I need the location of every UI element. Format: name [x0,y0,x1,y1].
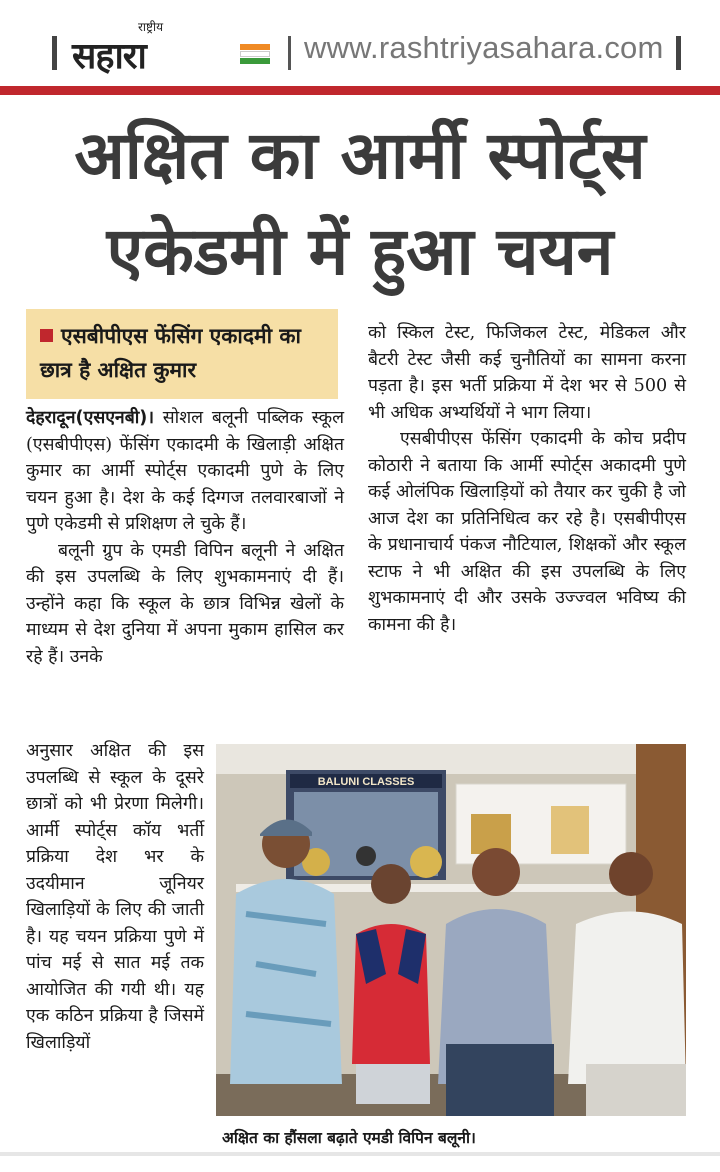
story-paragraph: को स्किल टेस्ट, फिजिकल टेस्ट, मेडिकल और बैटरी टेस्ट जैसी कई चुनौतियों का सामना करना पड़ता है। इस भर्ती प्रक्रिया में देश भर से 500 से भी अधिक अभ्यर्थियों ने भाग लिया। [368,323,686,423]
logo-subtitle: राष्ट्रीय [138,20,164,34]
masthead-divider-left [52,36,57,70]
photo-illustration [216,744,686,1116]
logo-wordmark: सहारा [72,36,146,77]
masthead-red-rule [0,86,720,95]
baluni-classes-sign: BALUNI CLASSES [317,776,415,788]
story-column-right [368,320,686,638]
red-square-bullet-icon [40,329,53,342]
story-paragraph [26,405,344,538]
headline-line-2: एकेडमी में हुआ चयन [106,213,614,290]
strapline-box [26,309,338,399]
masthead-divider-right [676,36,681,70]
story-column-left [26,405,344,670]
story-paragraph: एसबीपीएस फेंसिंग एकादमी के कोच प्रदीप कोठारी ने बताया कि आर्मी स्पोर्ट्स अकादमी पुणे कई ओलंपिक खिलाड़ियों को तैयार कर चुकी है जो आज देश का प्रतिनिधित्व कर रहे है। एसबीपीएस के प्रधानाचार्य पंकज नौटियाल, शिक्षकों और स्कूल स्टाफ ने भी अक्षित की इस उपलब्धि के लिए शुभकामनाएं दी और उसके उज्ज्वल भविष्य की कामना की है। [368,429,686,635]
story-column-narrow [26,738,204,1056]
newspaper-logo[interactable] [72,18,272,78]
strapline-text: एसबीपीएस फेंसिंग एकादमी का छात्र है अक्षित कुमार [40,324,301,382]
photo-caption: अक्षित का हौंसला बढ़ाते एमडी विपिन बलूनी। [222,1129,476,1147]
tricolor-flag-icon [240,44,270,64]
bottom-divider [0,1152,720,1156]
headline [10,108,710,300]
website-url[interactable]: www.rashtriyasahara.com [304,30,664,65]
story-paragraph: बलूनी ग्रुप के एमडी विपिन बलूनी ने अक्षित की इस उपलब्धि के लिए शुभकामनाएं दी हैं। उन्होंने कहा कि स्कूल के छात्र विभिन्न खेलों के माध्यम से देश दुनिया में अपना मुकाम हासिल कर रहे हैं। उनके [26,540,344,667]
dateline: देहरादून(एसएनबी)। [26,408,155,428]
story-text: सोशल बलूनी पब्लिक स्कूल (एसबीपीएस) फेंसिंग एकादमी के खिलाड़ी अक्षित कुमार का आर्मी स्पोर्ट्स एकादमी पुणे के लिए चयन हुआ है। देश के कई दिग्गज तलवारबाजों ने पुणे एकेडमी से प्रशिक्षण ले चुके हैं। [26,408,345,534]
news-photo[interactable] [216,744,686,1116]
story-paragraph: अनुसार अक्षित की इस उपलब्धि से स्कूल के दूसरे छात्रों को भी प्रेरणा मिलेगी। आर्मी स्पोर्ट्स कॉय भर्ती प्रक्रिया देश भर के उदयीमान जूनियर खिलाड़ियों के लिए की जाती है। यह चयन प्रक्रिया पुणे में पांच मई से सात मई तक आयोजित की गयी थी। यह एक कठिन प्रक्रिया है जिसमें खिलाड़ियों [26,741,204,1053]
masthead-separator [288,36,291,70]
headline-line-1: अक्षित का आर्मी स्पोर्ट्स [74,117,646,194]
